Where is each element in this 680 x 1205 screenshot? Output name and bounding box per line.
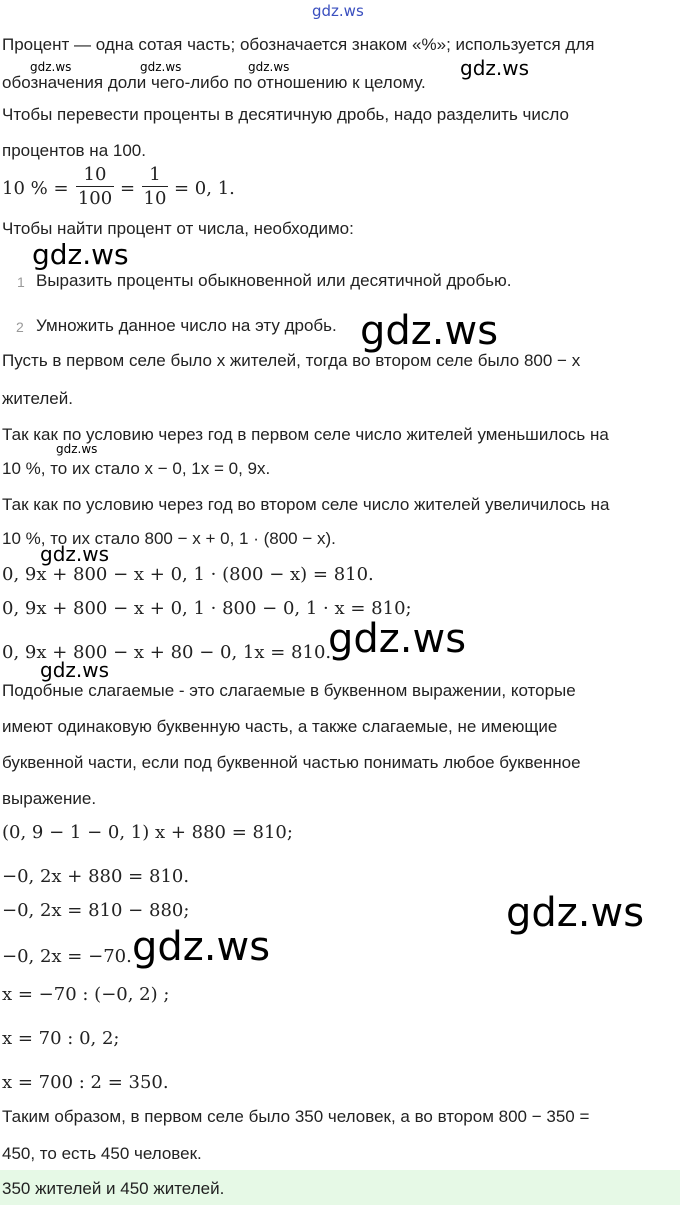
- fraction-1-10: [142, 164, 168, 209]
- text-line: Чтобы перевести проценты в десятичную дробь, надо разделить число: [2, 105, 569, 124]
- text-line: имеют одинаковую буквенную часть, а также слагаемые, не имеющие: [2, 717, 558, 736]
- watermark: gdz.ws: [506, 890, 645, 936]
- math-expr: 10 % =: [2, 178, 69, 199]
- text-line: выражение.: [2, 789, 97, 808]
- text-line: Так как по условию через год во втором селе число жителей увеличилось на: [2, 495, 610, 514]
- watermark: gdz.ws: [248, 60, 290, 74]
- watermark: gdz.ws: [460, 56, 530, 80]
- text-line: Чтобы найти процент от числа, необходимо:: [2, 219, 354, 238]
- math-line: 0, 9x + 800 − x + 0, 1 · 800 − 0, 1 · x = 810;: [2, 598, 412, 619]
- watermark: gdz.ws: [360, 308, 499, 354]
- numerator: 1: [149, 164, 161, 185]
- watermark: gdz.ws: [32, 238, 129, 271]
- text-line: Процент — одна сотая часть; обозначается знаком «%»; используется для: [2, 35, 595, 54]
- list-item: Умножить данное число на эту дробь.: [36, 316, 337, 335]
- denominator: 100: [77, 188, 113, 209]
- math-line: 0, 9x + 800 − x + 0, 1 · (800 − x) = 810.: [2, 564, 374, 585]
- math-line: (0, 9 − 1 − 0, 1) x + 880 = 810;: [2, 822, 293, 843]
- math-eq: =: [120, 178, 136, 199]
- math-line: −0, 2x = 810 − 880;: [2, 900, 190, 921]
- numerator: 10: [83, 164, 107, 185]
- list-number: 1: [17, 274, 25, 290]
- watermark: gdz.ws: [132, 924, 271, 970]
- math-line: x = 70 : 0, 2;: [2, 1028, 120, 1049]
- answer-box: [0, 1170, 680, 1205]
- watermark: gdz.ws: [328, 616, 467, 662]
- math-expr: = 0, 1.: [174, 178, 235, 199]
- list-number: 2: [16, 319, 24, 335]
- text-line: обозначения доли чего-либо по отношению к целому.: [2, 73, 426, 92]
- math-line: 0, 9x + 800 − x + 80 − 0, 1x = 810.: [2, 642, 332, 663]
- list-item: Выразить проценты обыкновенной или десятичной дробью.: [36, 271, 512, 290]
- text-line: процентов на 100.: [2, 141, 146, 160]
- math-line: −0, 2x + 880 = 810.: [2, 866, 190, 887]
- watermark: gdz.ws: [40, 542, 110, 566]
- text-line: 10 %, то их стало x − 0, 1x = 0, 9x.: [2, 459, 271, 478]
- watermark: gdz.ws: [30, 60, 72, 74]
- fraction-10-100: [76, 164, 114, 209]
- math-line: x = 700 : 2 = 350.: [2, 1072, 169, 1093]
- denominator: 10: [143, 188, 167, 209]
- watermark: gdz.ws: [56, 442, 98, 456]
- text-line: буквенной части, если под буквенной частью понимать любое буквенное: [2, 753, 581, 772]
- text-line: 10 %, то их стало 800 − x + 0, 1 · (800 − x).: [2, 529, 336, 548]
- text-line: жителей.: [2, 389, 73, 408]
- watermark: gdz.ws: [140, 60, 182, 74]
- watermark-top: gdz.ws: [312, 2, 364, 20]
- text-line: Пусть в первом селе было x жителей, тогда во втором селе было 800 − x: [2, 351, 581, 370]
- math-line: −0, 2x = −70.: [2, 946, 132, 967]
- math-line: x = −70 : (−0, 2) ;: [2, 984, 170, 1005]
- text-line: Таким образом, в первом селе было 350 человек, а во втором 800 − 350 =: [2, 1107, 590, 1126]
- text-line: Подобные слагаемые - это слагаемые в буквенном выражении, которые: [2, 681, 576, 700]
- watermark: gdz.ws: [40, 658, 110, 682]
- answer-text: 350 жителей и 450 жителей.: [2, 1179, 225, 1198]
- text-line: 450, то есть 450 человек.: [2, 1144, 202, 1163]
- text-line: Так как по условию через год в первом селе число жителей уменьшилось на: [2, 425, 609, 444]
